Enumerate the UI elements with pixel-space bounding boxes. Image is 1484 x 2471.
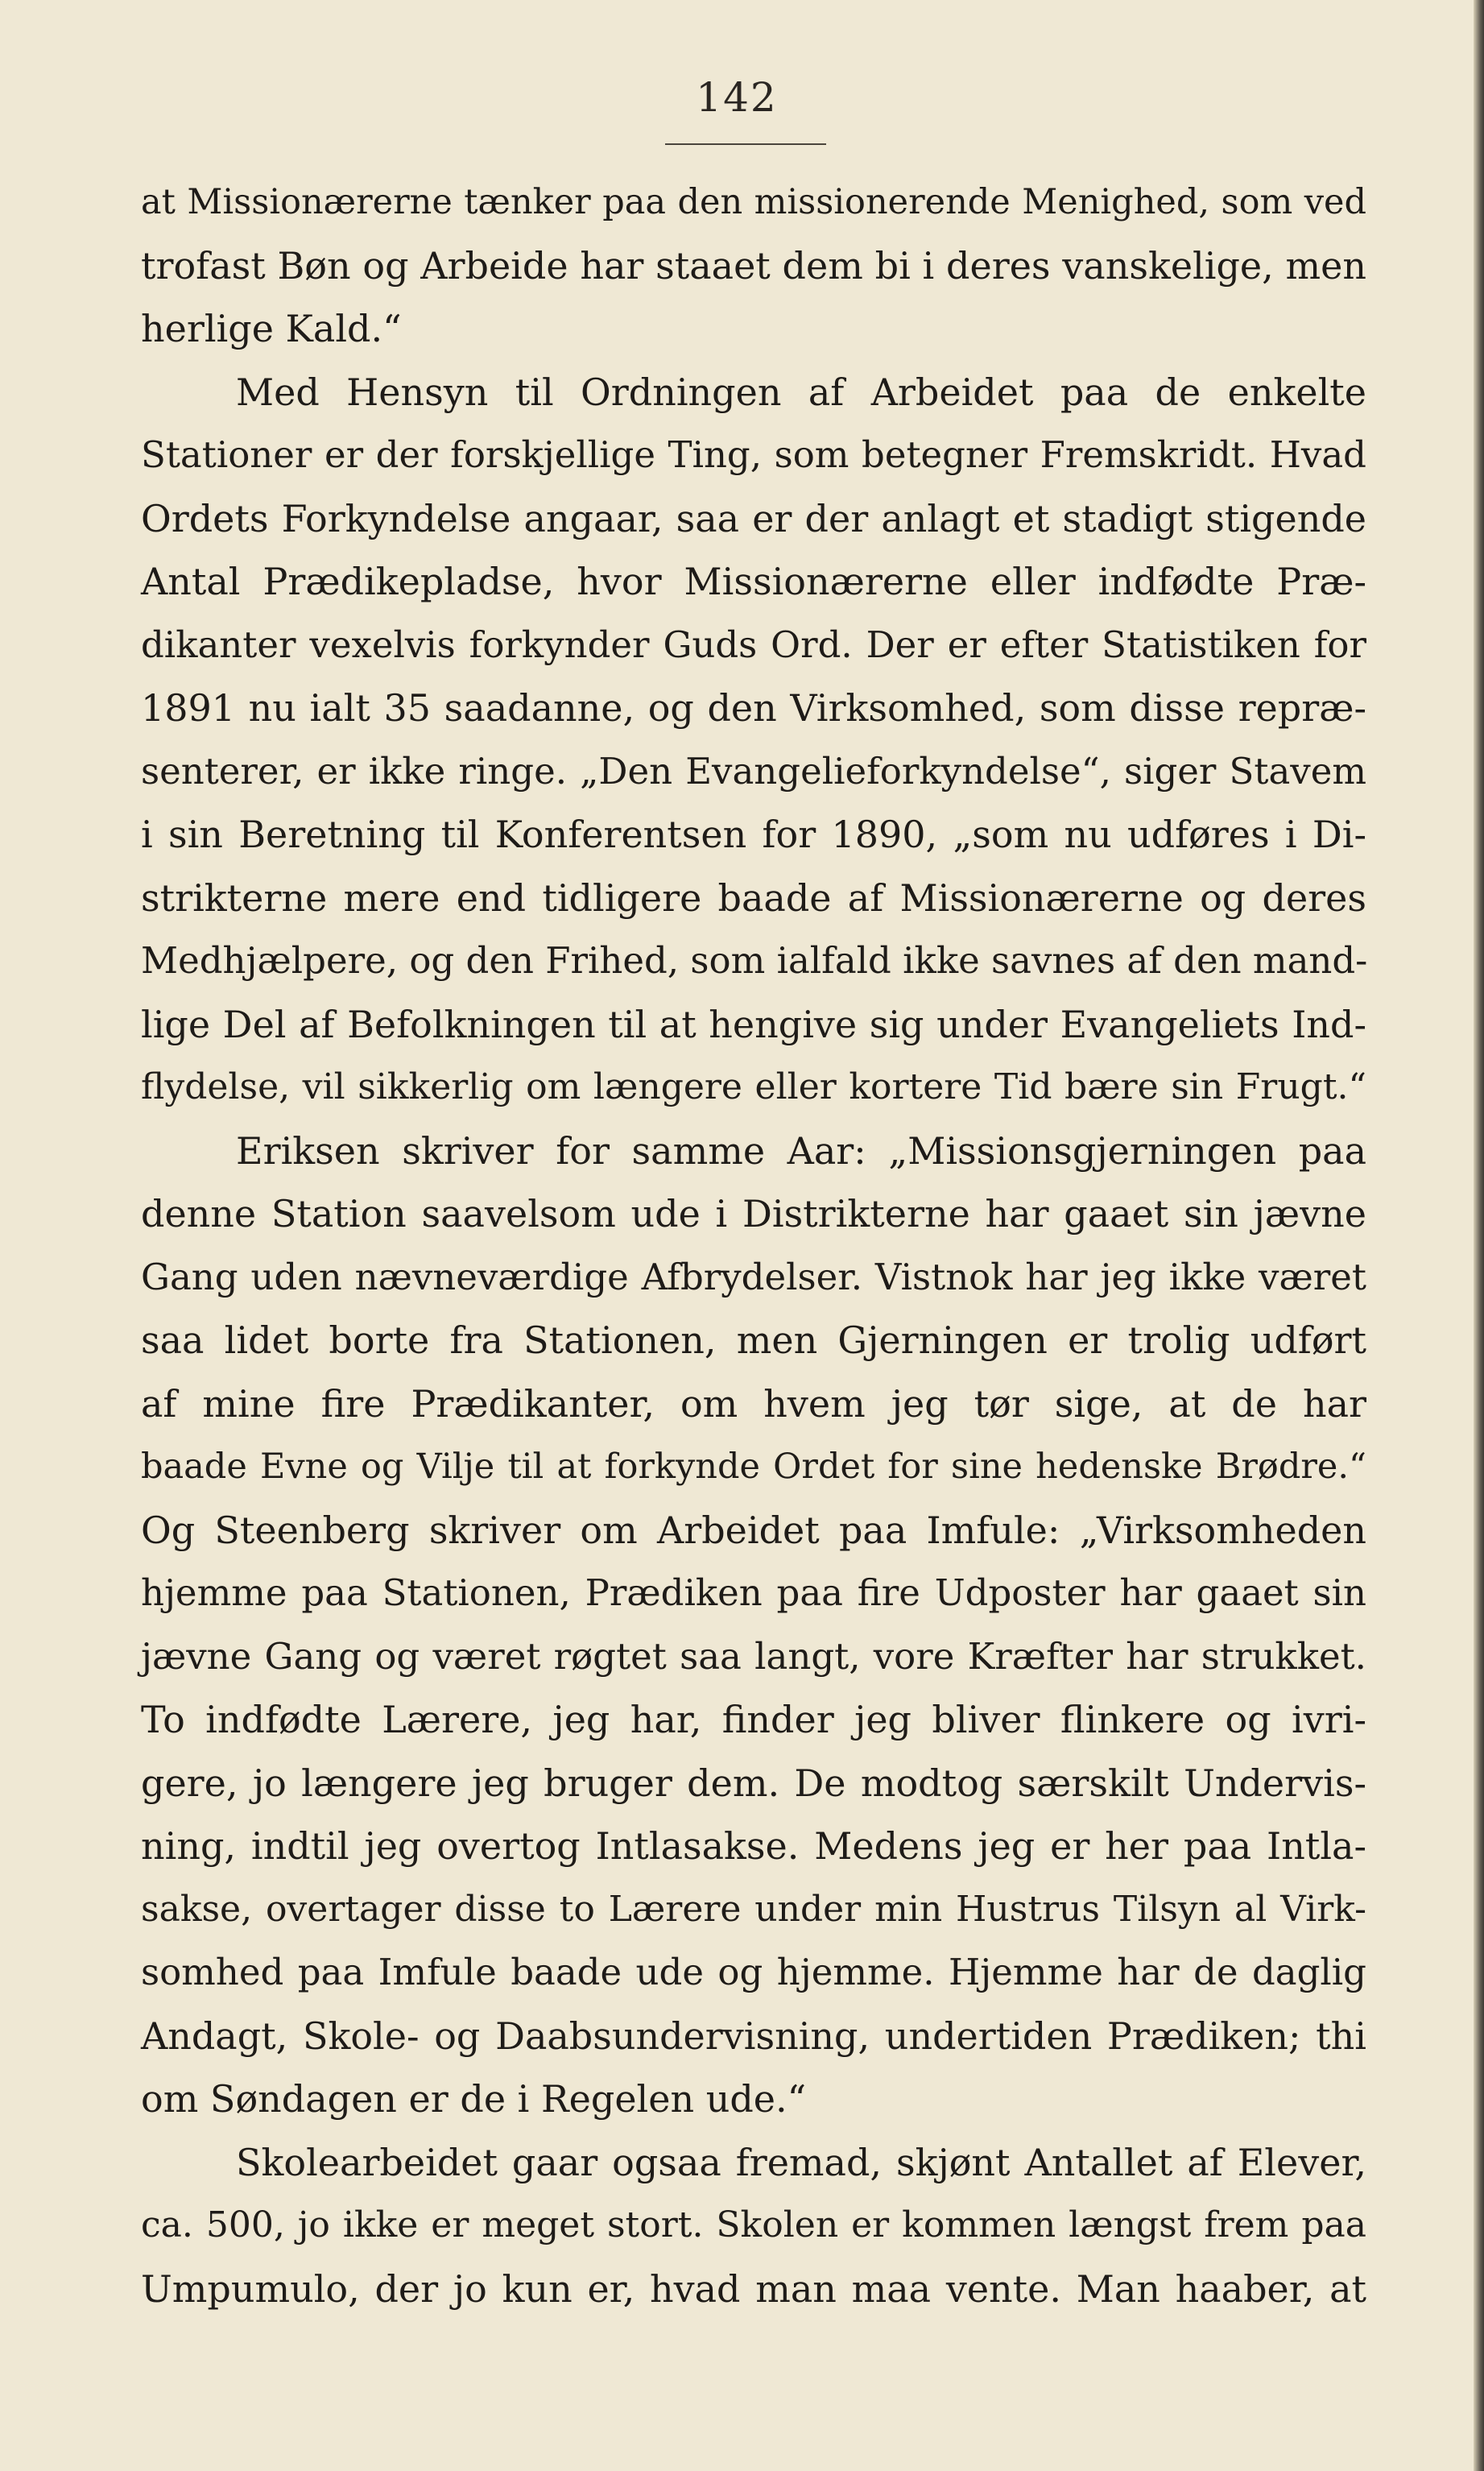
text-line: Medhjælpere, og den Frihed, som ialfald ikke savnes af den mand-	[141, 939, 1368, 982]
book-spine-shadow	[1474, 0, 1484, 2471]
text-line: Og Steenberg skriver om Arbeidet paa Imfule: „Virksomheden	[141, 1508, 1366, 1552]
text-line: hjemme paa Stationen, Prædiken paa fire Udposter har gaaet sin	[141, 1571, 1366, 1614]
text-line: Stationer er der forskjellige Ting, som betegner Fremskridt. Hvad	[141, 433, 1366, 476]
text-line: flydelse, vil sikkerlig om længere eller kortere Tid bære sin Frugt.“	[141, 1066, 1366, 1107]
text-line: dikanter vexelvis forkynder Guds Ord. Der er efter Statistiken for	[141, 623, 1366, 666]
text-line: om Søndagen er de i Regelen ude.“	[141, 2077, 807, 2121]
text-line: trofast Bøn og Arbeide har staaet dem bi i deres vanskelige, men	[141, 243, 1366, 288]
text-line: af mine fire Prædikanter, om hvem jeg tør sige, at de har	[141, 1381, 1366, 1426]
text-line: senterer, er ikke ringe. „Den Evangelieforkyndelse“, siger Stavem	[141, 749, 1366, 793]
text-line: ning, indtil jeg overtog Intlasakse. Medens jeg er her paa Intla-	[141, 1824, 1366, 1868]
text-line: ca. 500, jo ikke er meget stort. Skolen er kommen længst frem paa	[141, 2204, 1366, 2245]
body-text	[141, 171, 1366, 2320]
page-number: 142	[696, 74, 778, 121]
text-line: strikterne mere end tidligere baade af Missionærerne og deres	[141, 875, 1366, 920]
text-line: Gang uden nævneværdige Afbrydelser. Vistnok har jeg ikke været	[141, 1255, 1366, 1298]
text-line: jævne Gang og været røgtet saa langt, vore Kræfter har strukket.	[141, 1634, 1366, 1678]
text-line: Ordets Forkyndelse angaar, saa er der anlagt et stadigt stigende	[141, 496, 1366, 540]
text-line: sakse, overtager disse to Lærere under min Hustrus Tilsyn al Virk-	[141, 1888, 1366, 1930]
text-line: Andagt, Skole- og Daabsundervisning, undertiden Prædiken; thi	[141, 2014, 1366, 2058]
text-line: i sin Beretning til Konferentsen for 1890, „som nu udføres i Di-	[141, 813, 1366, 856]
text-line: herlige Kald.“	[141, 307, 402, 350]
text-line: Umpumulo, der jo kun er, hvad man maa vente. Man haaber, at	[141, 2266, 1366, 2311]
text-line: gere, jo længere jeg bruger dem. De modtog særskilt Undervis-	[141, 1761, 1366, 1805]
text-line: baade Evne og Vilje til at forkynde Ordet for sine hedenske Brødre.“	[141, 1447, 1366, 1487]
text-line: lige Del af Befolkningen til at hengive sig under Evangeliets Ind-	[141, 1002, 1366, 1046]
text-line: somhed paa Imfule baade ude og hjemme. Hjemme har de daglig	[141, 1951, 1366, 1993]
text-line: Eriksen skriver for samme Aar: „Missionsgjerningen paa	[236, 1128, 1366, 1173]
text-line: 1891 nu ialt 35 saadanne, og den Virksomhed, som disse repræ-	[141, 686, 1366, 730]
text-line: at Missionærerne tænker paa den missionerende Menighed, som ved	[141, 182, 1366, 222]
text-line: Antal Prædikepladse, hvor Missionærerne eller indfødte Præ-	[141, 560, 1366, 603]
text-line: To indfødte Lærere, jeg har, finder jeg bliver flinkere og ivri-	[141, 1698, 1366, 1741]
text-line: Skolearbeidet gaar ogsaa fremad, skjønt Antallet af Elever,	[236, 2140, 1366, 2184]
text-line: saa lidet borte fra Stationen, men Gjerningen er trolig udført	[141, 1318, 1366, 1362]
page-number-rule	[665, 143, 826, 145]
text-line: denne Station saavelsom ude i Distrikterne har gaaet sin jævne	[141, 1192, 1366, 1236]
text-line: Med Hensyn til Ordningen af Arbeidet paa de enkelte	[236, 370, 1366, 414]
